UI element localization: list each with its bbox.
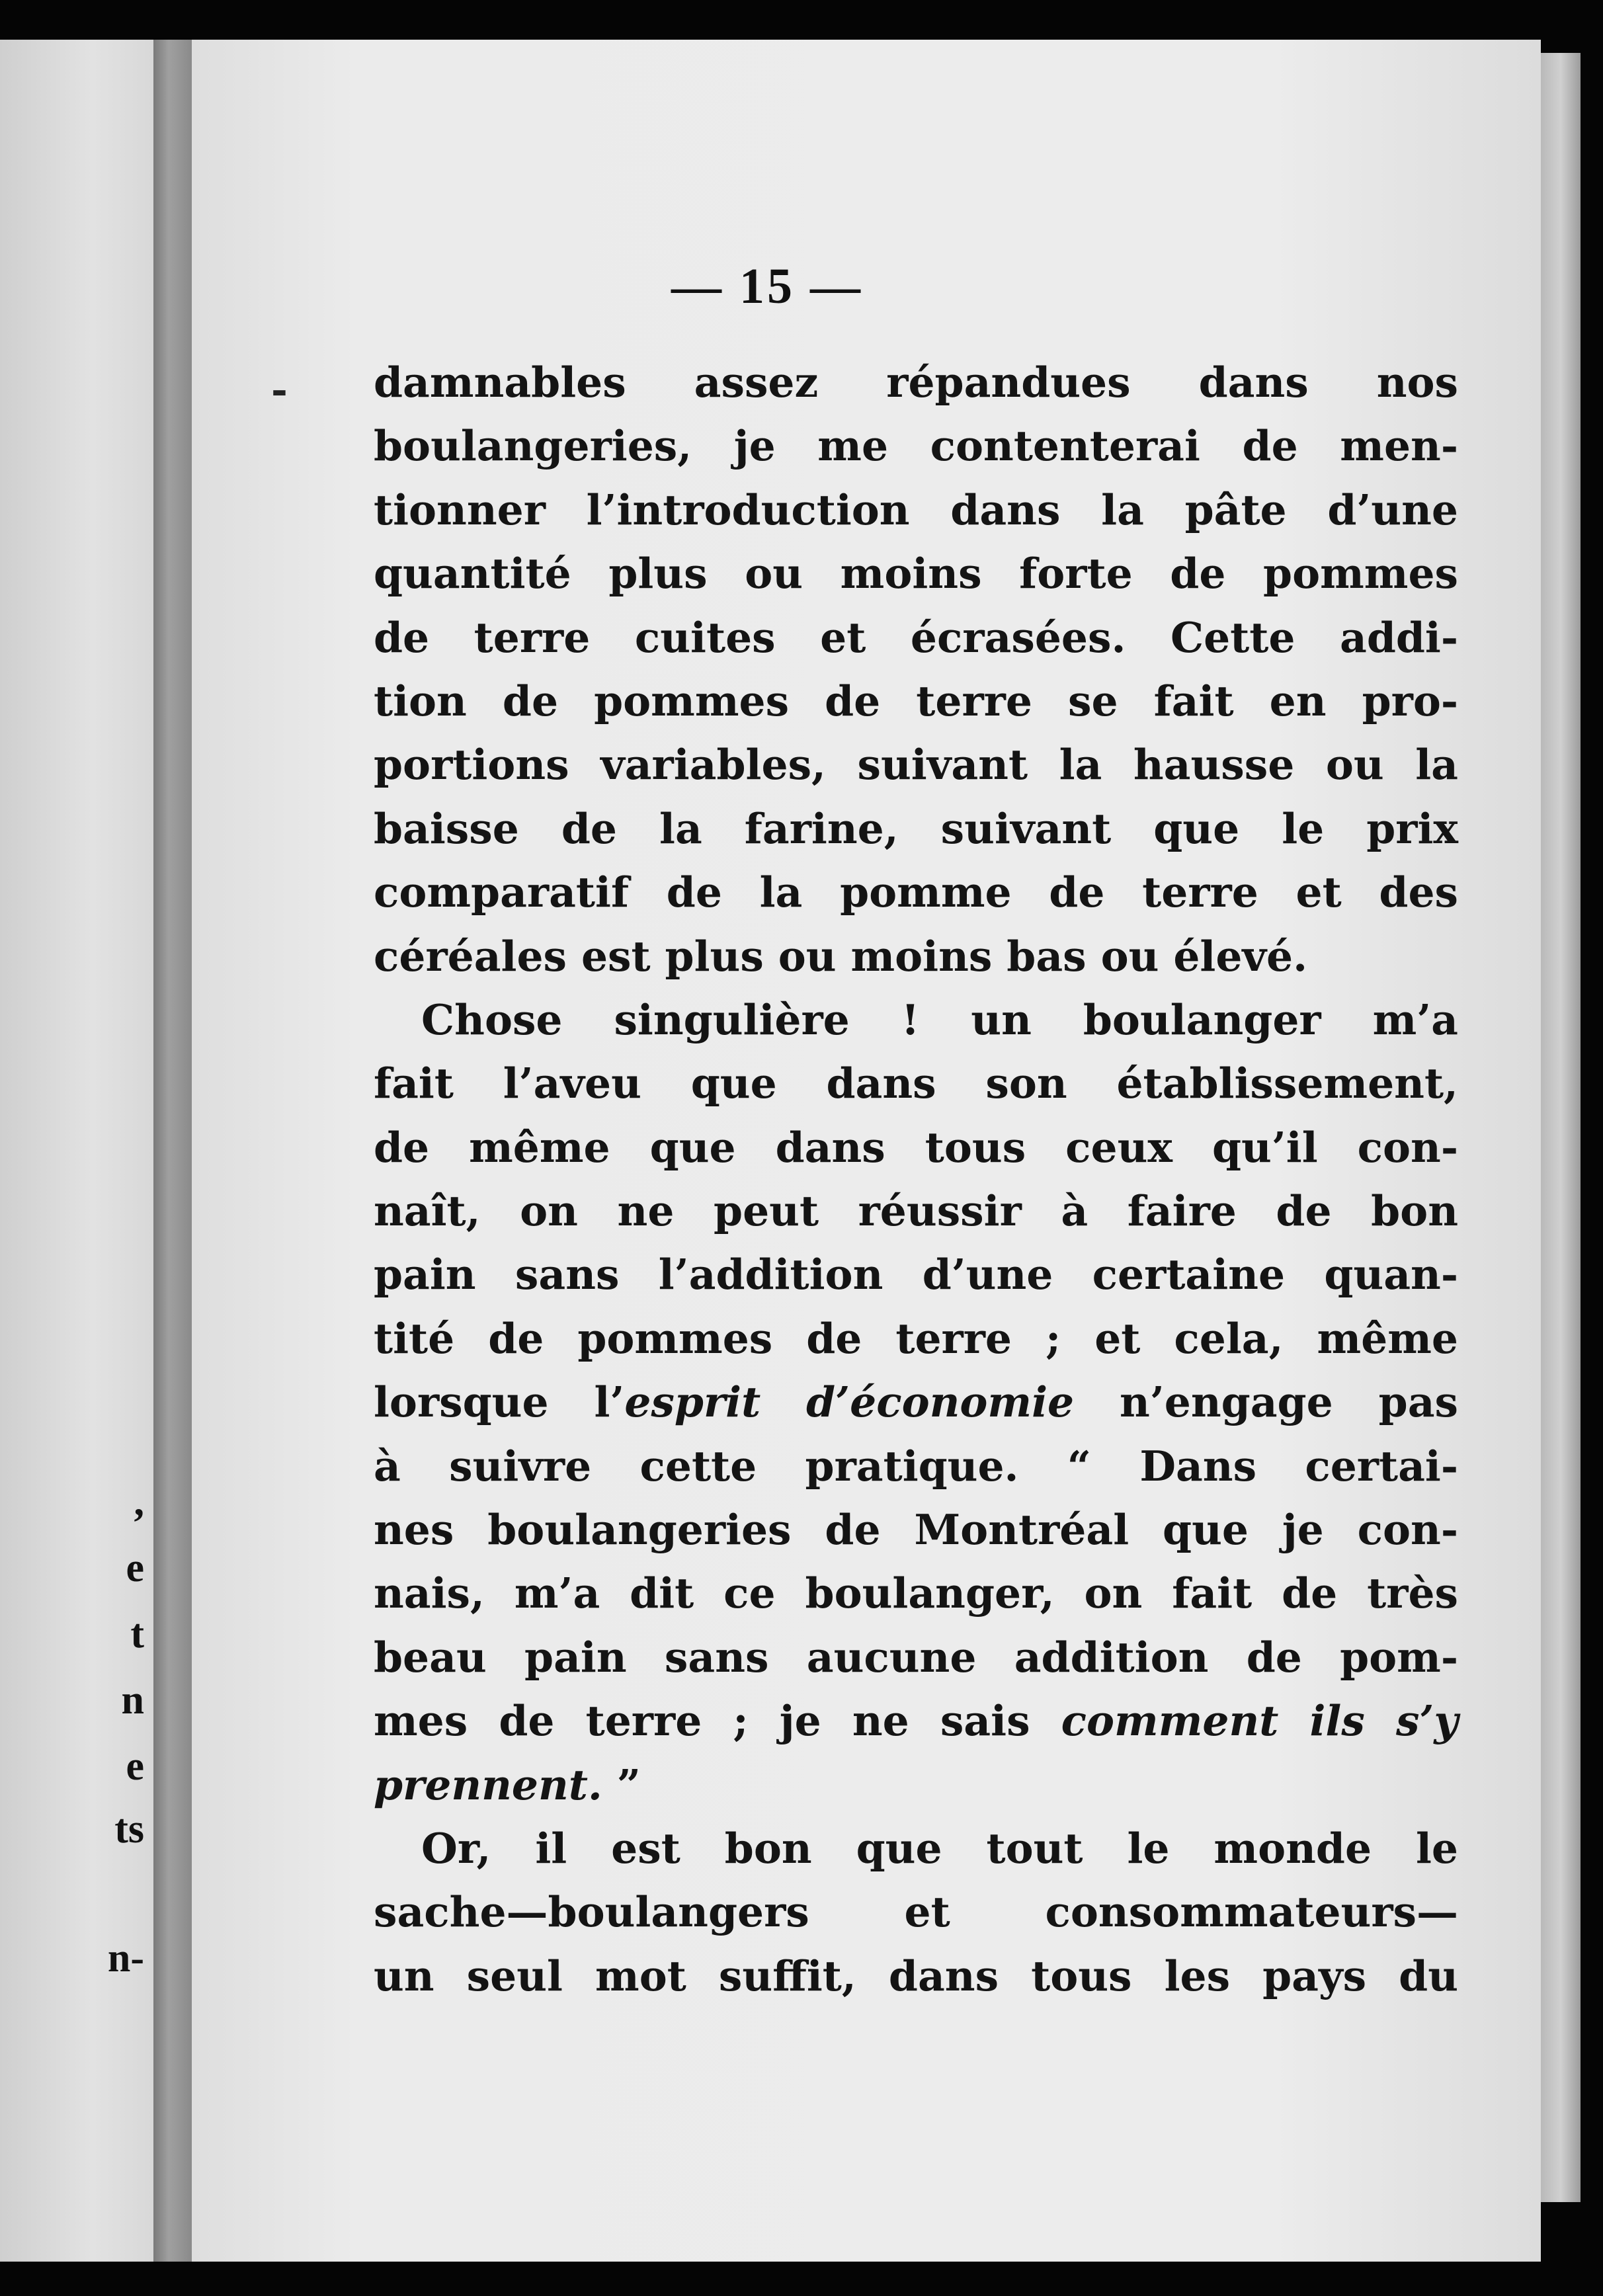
text-run: nes boulangeries de Montréal que je con-	[374, 1505, 1458, 1555]
fragment-text: e	[126, 1744, 144, 1789]
text-run: ”	[602, 1760, 641, 1809]
italic-text: comment ils s’y	[1061, 1696, 1458, 1746]
fragment-text: ,	[134, 1479, 144, 1524]
text-line	[374, 797, 1458, 860]
text-run: fait l’aveu que dans son établissement,	[374, 1059, 1458, 1108]
text-line	[374, 1753, 1458, 1817]
text-run: damnables assez répandues dans nos	[374, 358, 1458, 407]
text-run: pain sans l’addition d’une certaine quan-	[374, 1250, 1458, 1299]
italic-text: prennent.	[374, 1760, 602, 1809]
text-line	[374, 1561, 1458, 1625]
fragment-text: n-	[107, 1936, 144, 1981]
text-run: de terre cuites et écrasées. Cette addi-	[374, 612, 1458, 662]
text-line	[374, 1498, 1458, 1561]
text-run: naît, on ne peut réussir à faire de bon	[374, 1186, 1458, 1236]
text-line	[374, 1307, 1458, 1370]
text-line	[374, 414, 1458, 477]
facing-page-left	[0, 40, 153, 2262]
text-run: lorsque l’	[374, 1377, 625, 1427]
body-text	[374, 350, 1458, 2008]
text-line	[374, 1689, 1458, 1752]
text-run: un seul mot suffit, dans tous les pays du	[374, 1951, 1458, 2000]
text-run: sache—boulangers et consommateurs—	[374, 1887, 1458, 1937]
text-run: mes de terre ; je ne sais	[374, 1696, 1061, 1746]
text-run: portions variables, suivant la hausse ou la	[374, 740, 1458, 790]
page-number: — 15 —	[671, 259, 863, 314]
text-run: tion de pommes de terre se fait en pro-	[374, 676, 1458, 725]
text-run: Chose singulière ! un boulanger m’a	[421, 995, 1458, 1044]
fragment-text: ts	[114, 1807, 144, 1852]
text-line	[374, 1116, 1458, 1179]
text-run: baisse de la farine, suivant que le prix	[374, 803, 1458, 853]
text-line	[374, 478, 1458, 542]
text-line	[374, 542, 1458, 605]
text-line	[374, 924, 1458, 988]
text-run: tionner l’introduction dans la pâte d’une	[374, 485, 1458, 534]
text-line	[374, 1243, 1458, 1306]
text-line	[374, 1944, 1458, 2008]
text-line	[374, 988, 1458, 1051]
text-line	[374, 1179, 1458, 1243]
facing-page-text-fragments	[0, 40, 153, 2262]
fragment-text: n	[121, 1678, 144, 1723]
text-line	[374, 606, 1458, 669]
text-line	[374, 860, 1458, 924]
text-run: quantité plus ou moins forte de pommes	[374, 549, 1458, 598]
text-line	[374, 733, 1458, 796]
text-run: comparatif de la pomme de terre et des	[374, 868, 1458, 917]
text-run: nais, m’a dit ce boulanger, on fait de très	[374, 1569, 1458, 1618]
text-line	[374, 1370, 1458, 1434]
text-run: boulangeries, je me contenterai de men-	[374, 421, 1458, 471]
text-run: de même que dans tous ceux qu’il con-	[374, 1122, 1458, 1172]
text-run: tité de pommes de terre ; et cela, même	[374, 1313, 1458, 1363]
page-edge	[1541, 53, 1581, 2202]
fragment-text: e	[126, 1545, 144, 1590]
text-run: à suivre cette pratique. “ Dans certai-	[374, 1441, 1458, 1491]
text-run: beau pain sans aucune addition de pom-	[374, 1632, 1458, 1682]
text-line	[374, 669, 1458, 733]
margin-mark: -	[271, 367, 288, 413]
text-run: n’engage pas	[1074, 1377, 1458, 1427]
text-line	[374, 1880, 1458, 1944]
text-line	[374, 1817, 1458, 1880]
text-line	[374, 1625, 1458, 1689]
text-line	[374, 350, 1458, 414]
text-run: céréales est plus ou moins bas ou élevé.	[374, 931, 1308, 981]
italic-text: esprit d’économie	[624, 1377, 1075, 1427]
text-line	[374, 1051, 1458, 1115]
book-gutter	[153, 40, 192, 2262]
book-page	[192, 40, 1541, 2262]
text-line	[374, 1434, 1458, 1498]
fragment-text: t	[130, 1612, 144, 1657]
text-run: Or, il est bon que tout le monde le	[421, 1823, 1458, 1873]
